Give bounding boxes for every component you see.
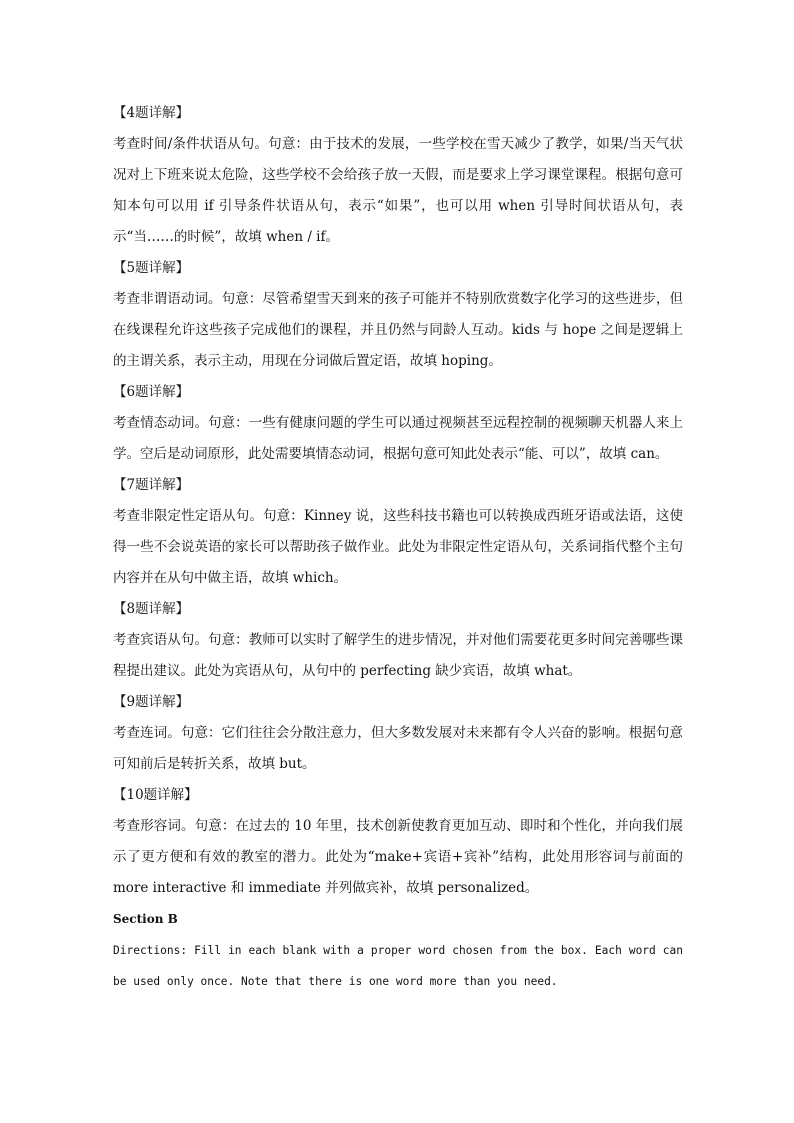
item-heading: 【10题详解】	[113, 787, 198, 803]
item-heading: 【6题详解】	[113, 384, 190, 400]
section-title: Section B	[113, 912, 178, 926]
answer-item-6	[113, 377, 683, 470]
answer-item-10	[113, 780, 683, 904]
item-heading: 【9题详解】	[113, 694, 190, 710]
answer-item-4	[113, 98, 683, 253]
answer-item-5	[113, 253, 683, 377]
item-heading: 【8题详解】	[113, 601, 190, 617]
answer-item-9	[113, 687, 683, 780]
item-heading: 【7题详解】	[113, 477, 190, 493]
item-explanation: 考查形容词。句意：在过去的 10 年里，技术创新使教育更加互动、即时和个性化，并向我们展示了更方便和有效的教室的潜力。此处为“make+宾语+宾补”结构，此处用形容词与前面的 more interactive 和 immediate 并列做宾补，故填 personalized。	[113, 818, 683, 896]
item-explanation: 考查非限定性定语从句。句意：Kinney 说，这些科技书籍也可以转换成西班牙语或法语，这使得一些不会说英语的家长可以帮助孩子做作业。此处为非限定性定语从句，关系词指代整个主句内容并在从句中做主语，故填 which。	[113, 508, 683, 586]
section-directions: Directions: Fill in each blank with a proper word chosen from the box. Each word can be used only once. Note that there is one word more than you need.	[113, 944, 683, 988]
item-explanation: 考查情态动词。句意：一些有健康问题的学生可以通过视频甚至远程控制的视频聊天机器人来上学。空后是动词原形，此处需要填情态动词，根据句意可知此处表示“能、可以”，故填 can。	[113, 415, 683, 462]
item-heading: 【5题详解】	[113, 260, 190, 276]
item-heading: 【4题详解】	[113, 105, 190, 121]
answer-item-8	[113, 594, 683, 687]
document-page	[113, 98, 683, 997]
item-explanation: 考查非谓语动词。句意：尽管希望雪天到来的孩子可能并不特别欣赏数字化学习的这些进步，但在线课程允许这些孩子完成他们的课程，并且仍然与同龄人互动。kids 与 hope 之间是逻辑上的主谓关系，表示主动，用现在分词做后置定语，故填 hoping。	[113, 291, 683, 369]
item-explanation: 考查连词。句意：它们往往会分散注意力，但大多数发展对未来都有令人兴奋的影响。根据句意可知前后是转折关系，故填 but。	[113, 725, 683, 772]
item-explanation: 考查时间/条件状语从句。句意：由于技术的发展，一些学校在雪天减少了教学，如果/当天气状况对上下班来说太危险，这些学校不会给孩子放一天假，而是要求上学习课堂课程。根据句意可知本句可以用 if 引导条件状语从句，表示“如果”，也可以用 when 引导时间状语从句，表示“当……的时候”，故填 when / if。	[113, 136, 683, 245]
answer-item-7	[113, 470, 683, 594]
item-explanation: 考查宾语从句。句意：教师可以实时了解学生的进步情况，并对他们需要花更多时间完善哪些课程提出建议。此处为宾语从句，从句中的 perfecting 缺少宾语，故填 what。	[113, 632, 683, 679]
